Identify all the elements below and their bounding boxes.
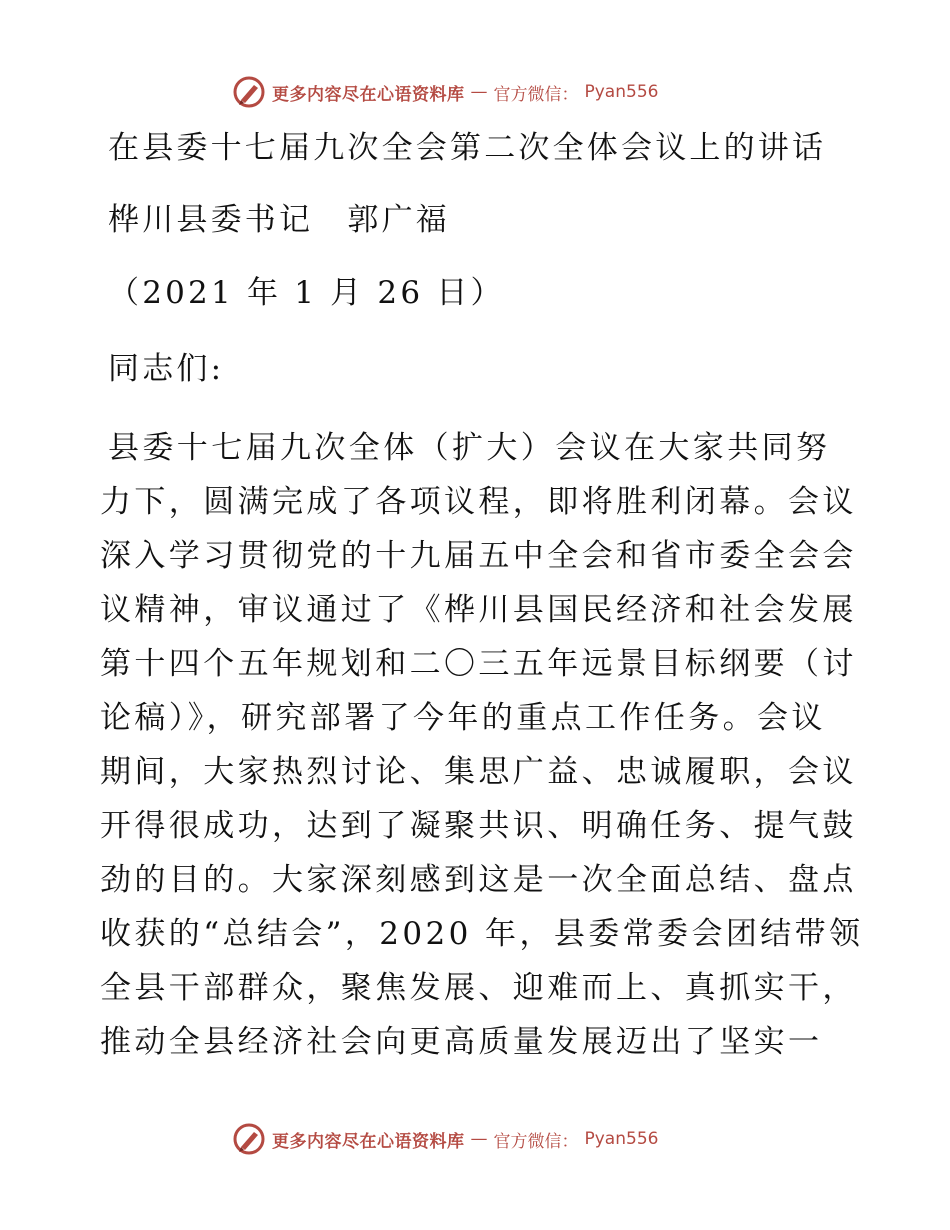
watermark-separator: — xyxy=(470,82,488,102)
document-paragraph xyxy=(100,421,864,1069)
paragraph-line: 第十四个五年规划和二〇三五年远景目标纲要（讨 xyxy=(100,646,857,682)
document-date: （2021 年 1 月 26 日） xyxy=(108,275,505,311)
pen-logo-icon xyxy=(232,75,266,109)
watermark-text: 更多内容尽在心语资料库 xyxy=(272,1131,465,1152)
paragraph-line: 收获的“总结会”，2020 年，县委常委会团结带领 xyxy=(100,916,864,952)
paragraph-line: 县委十七届九次全体（扩大）会议在大家共同努 xyxy=(108,430,831,466)
paragraph-line: 议精神，审议通过了《桦川县国民经济和社会发展 xyxy=(100,592,857,628)
document-greeting: 同志们: xyxy=(108,351,225,387)
watermark-header xyxy=(232,72,658,112)
watermark-contact-id: Pyan556 xyxy=(584,1129,659,1149)
paragraph-line: 力下，圆满完成了各项议程，即将胜利闭幕。会议 xyxy=(100,484,857,520)
paragraph-line: 全县干部群众，聚焦发展、迎难而上、真抓实干， xyxy=(100,970,857,1006)
paragraph-line: 深入学习贯彻党的十九届五中全会和省市委全会会 xyxy=(100,538,857,574)
watermark-footer xyxy=(232,1119,658,1159)
paragraph-line: 期间，大家热烈讨论、集思广益、忠诚履职，会议 xyxy=(100,754,857,790)
paragraph-line: 推动全县经济社会向更高质量发展迈出了坚实一 xyxy=(100,1024,823,1060)
paragraph-line: 劲的目的。大家深刻感到这是一次全面总结、盘点 xyxy=(100,862,857,898)
document-author: 桦川县委书记 郭广福 xyxy=(108,202,450,238)
document-title: 在县委十七届九次全会第二次全体会议上的讲话 xyxy=(108,130,827,166)
pen-logo-icon xyxy=(232,1122,266,1156)
paragraph-line: 开得很成功，达到了凝聚共识、明确任务、提气鼓 xyxy=(100,808,857,844)
watermark-text: 更多内容尽在心语资料库 xyxy=(272,84,465,105)
paragraph-line: 论稿）》，研究部署了今年的重点工作任务。会议 xyxy=(100,700,826,736)
watermark-contact-label: 官方微信： xyxy=(493,1131,579,1152)
watermark-contact-label: 官方微信： xyxy=(493,84,579,105)
watermark-contact-id: Pyan556 xyxy=(584,82,659,102)
watermark-separator: — xyxy=(470,1129,488,1149)
